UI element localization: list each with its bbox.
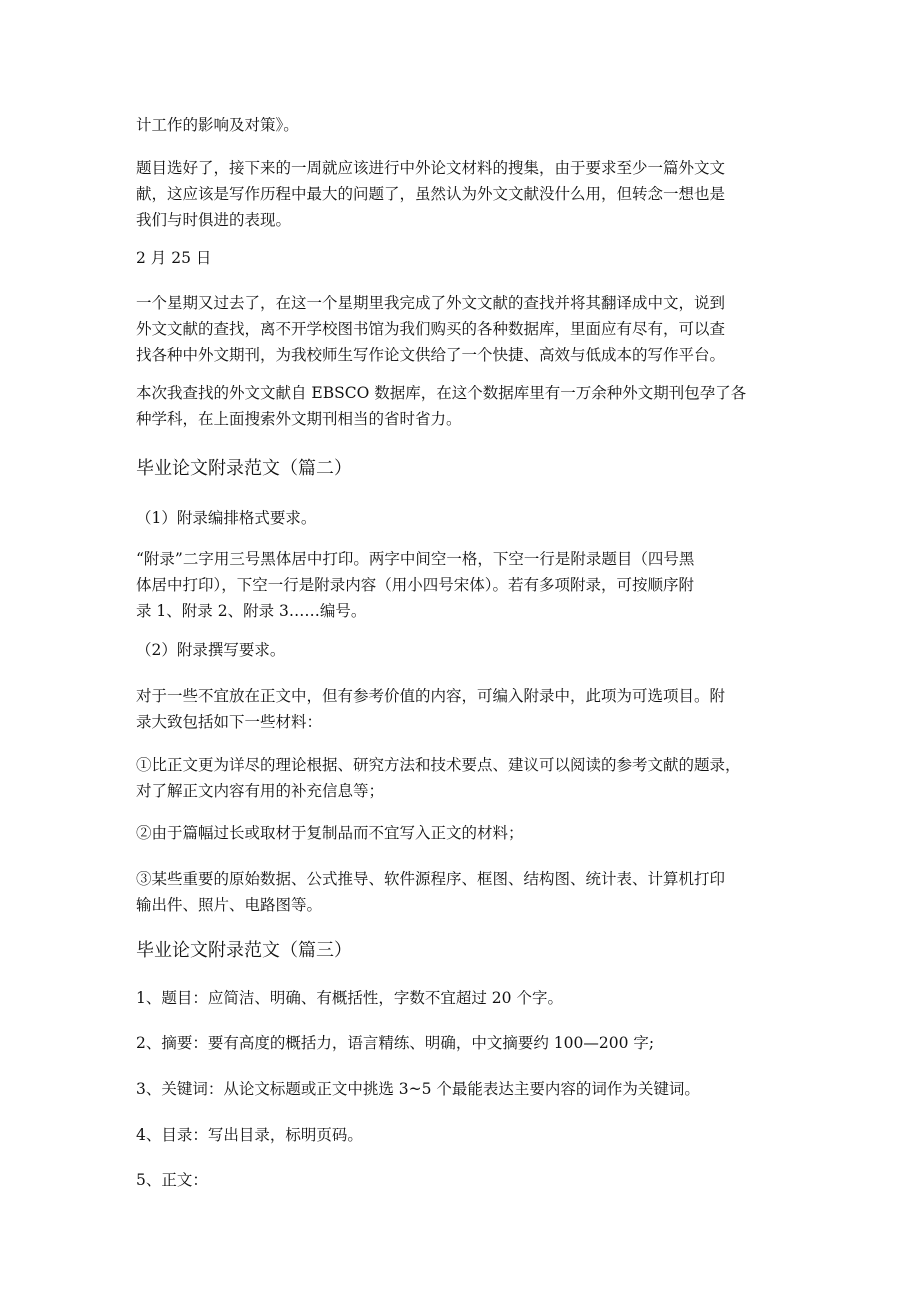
text-line: 录 1、附录 2、附录 3……编号。 [136,602,367,620]
paragraph-keywords-rule [136,1076,796,1102]
text-line: 对了解正文内容有用的补充信息等； [136,782,385,800]
paragraph-body-rule [136,1167,796,1193]
text-line: 题目选好了，接下来的一周就应该进行中外论文材料的搜集，由于要求至少一篇外文文 [136,159,726,177]
text-line: 找各种中外文期刊，为我校师生写作论文供给了一个快捷、高效与低成本的写作平台。 [136,346,726,364]
text-line: （2）附录撰写要求。 [136,641,286,659]
text-line: 计工作的影响及对策》。 [136,116,299,134]
paragraph-appendix-format-heading [136,505,796,531]
paragraph-appendix-format [136,546,796,624]
text-line: 种学科，在上面搜索外文期刊相当的省时省力。 [136,410,462,428]
text-line: 本次我查找的外文文献自 EBSCO 数据库，在这个数据库里有一万余种外文期刊包孕了各 [136,384,747,402]
text-line: 3、关键词：从论文标题或正文中挑选 3~5 个最能表达主要内容的词作为关键词。 [136,1080,700,1098]
text-line: ③某些重要的原始数据、公式推导、软件源程序、框图、结构图、统计表、计算机打印 [136,870,726,888]
paragraph-abstract-rule [136,1030,796,1056]
text-line: 我们与时俱进的表现。 [136,211,292,229]
paragraph-title-rule [136,985,796,1011]
text-line: 录大致包括如下一些材料： [136,713,323,731]
text-line: 1、题目：应简洁、明确、有概括性，字数不宜超过 20 个字。 [136,989,563,1007]
text-line: ①比正文更为详尽的理论根据、研究方法和技术要点、建议可以阅读的参考文献的题录， [136,756,741,774]
paragraph-toc-rule [136,1122,796,1148]
text-line: 献，这应该是写作历程中最大的问题了，虽然认为外文文献没什么用，但转念一想也是 [136,185,726,203]
text-line: “附录”二字用三号黑体居中打印。两字中间空一格，下空一行是附录题目（四号黑 [136,550,695,568]
text-line: （1）附录编排格式要求。 [136,509,317,527]
text-line: 2 月 25 日 [136,249,212,267]
paragraph-ebsco [136,380,796,432]
paragraph-item-3 [136,866,796,918]
text-line: 输出件、照片、电路图等。 [136,896,323,914]
text-line: ②由于篇幅过长或取材于复制品而不宜写入正文的材料； [136,824,524,842]
paragraph-item-1 [136,752,796,804]
paragraph-topic-selection [136,155,796,233]
text-line: 外文文献的查找，离不开学校图书馆为我们购买的各种数据库，里面应有尽有，可以查 [136,320,726,338]
text-line: 对于一些不宜放在正文中，但有参考价值的内容，可编入附录中，此项为可选项目。附 [136,687,726,705]
text-line: 体居中打印），下空一行是附录内容（用小四号宋体）。若有多项附录，可按顺序附 [136,576,695,594]
paragraph-item-2 [136,820,796,846]
paragraph-title-continuation [136,112,796,138]
text-line: 一个星期又过去了，在这一个星期里我完成了外文文献的查找并将其翻译成中文，说到 [136,294,726,312]
paragraph-appendix-writing [136,683,796,735]
text-line: 2、摘要：要有高度的概括力，语言精练、明确，中文摘要约 100—200 字; [136,1034,655,1052]
paragraph-appendix-writing-heading [136,637,796,663]
paragraph-literature-search [136,290,796,368]
text-line: 5、正文： [136,1171,208,1189]
section-heading-3: 毕业论文附录范文（篇三） [136,940,352,961]
text-line: 4、目录：写出目录，标明页码。 [136,1126,363,1144]
paragraph-date [136,245,796,271]
section-heading-2: 毕业论文附录范文（篇二） [136,458,352,479]
